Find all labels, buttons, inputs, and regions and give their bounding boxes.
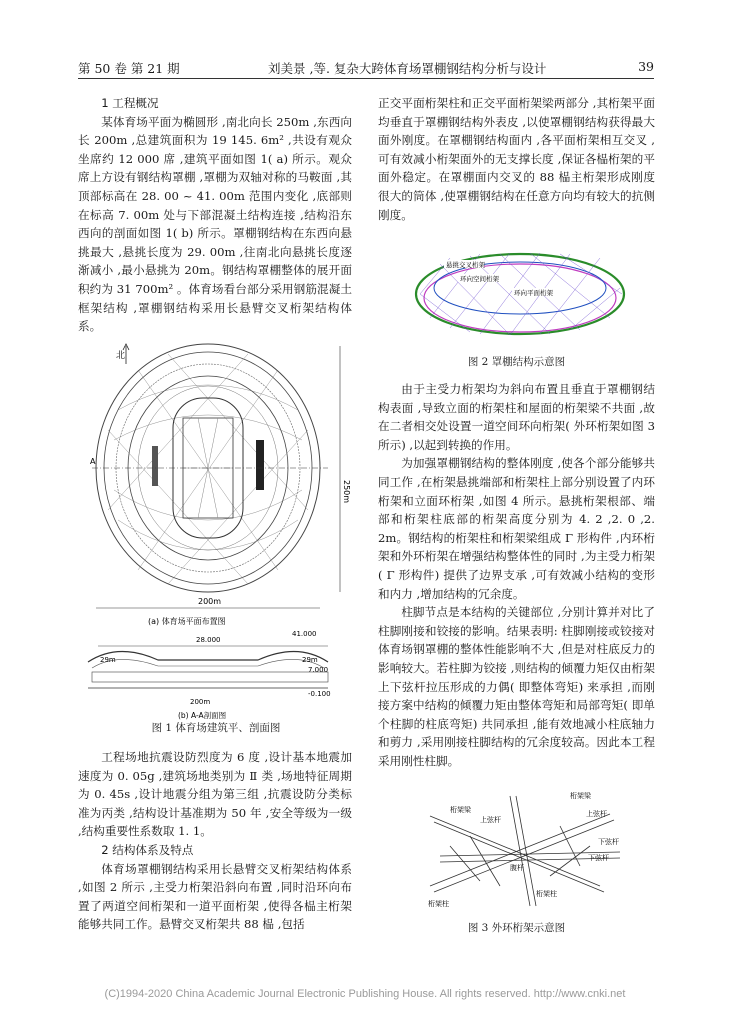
- section-2-title: 2 结构体系及特点: [101, 842, 194, 857]
- paragraph: 工程场地抗震设防烈度为 6 度 ,设计基本地震加速度为 0. 05g ,建筑场地类别为 Ⅱ 类 ,场地特征周期为 0. 45s ,设计地震分组为第三组 ,抗震设防分类标准为丙类 ,结构设计基准期为 50 年 ,安全等级为一级 ,结构重要性系数取 1. 1。: [78, 750, 352, 839]
- figure-1-caption: 图 1 体育场建筑平、剖面图: [151, 722, 281, 734]
- lbl-top-chord-2: 上弦杆: [586, 810, 607, 818]
- lbl-41000: 41.000: [292, 630, 317, 638]
- paragraph: 为加强罩棚钢结构的整体刚度 ,使各个部分能够共同工作 ,在桁架悬挑端部和桁架柱上部分别设置了内环桁架和立面环桁架 ,如图 4 所示。悬挑桁架根部、端部和桁架柱底部的桁架高度分别为 4. 2 ,2. 0 ,2. 2m。钢结构的桁架柱和桁架梁组成 Γ 形构件 ,内环桁架和外环桁架在增强结构整体性的同时 ,为主受力桁架( Γ 形构件) 提供了边界支承 ,可有效减小结构的变形和内力 ,增加结构的冗余度。: [378, 456, 655, 601]
- subfig-a-label: (a) 体育场平面布置图: [148, 617, 226, 626]
- north-label: 北: [116, 351, 126, 361]
- lbl-planar-ring-truss: 环向平面桁架: [514, 289, 553, 297]
- paragraph: 柱脚节点是本结构的关键部位 ,分别计算并对比了柱脚刚接和铰接的影响。结果表明: 柱脚刚接或铰接对体育场钢罩棚的整体性能影响不大 ,但是对柱底反力的影响较大。若柱脚为铰接 ,则结构的倾覆力矩仅由桁架上下弦杆拉压形成的力偶( 即整体弯矩) 来承担 ,而刚接方案中结构的倾覆力矩由整体弯矩和局部弯矩( 即单个柱脚的柱底弯矩) 共同承担 ,能有效地减小柱底轴力和剪力 ,采用刚接柱脚结构的冗余度较高。因此本工程采用刚性柱脚。: [378, 605, 655, 768]
- right-column-middle: [378, 380, 655, 770]
- site-plan: [90, 344, 351, 626]
- lbl-truss-beam-1: 桁架梁: [450, 806, 471, 814]
- subfig-b-label: (b) A-A剖面图: [178, 711, 227, 720]
- article-running-title: 刘美景 ,等. 复杂大跨体育场罩棚钢结构分析与设计: [268, 61, 547, 76]
- lbl-spatial-ring-truss: 环向空间桁架: [460, 275, 499, 283]
- lbl-bottom-chord-2: 下弦杆: [588, 854, 609, 862]
- lbl-29m-left: 29m: [100, 656, 116, 664]
- lbl-29m-right: 29m: [302, 656, 318, 664]
- dim-ns: 250m: [342, 480, 351, 504]
- lbl-truss-column-1: 桁架柱: [428, 900, 449, 908]
- left-column-bottom: [78, 748, 352, 934]
- lbl-28000: 28.000: [196, 636, 221, 644]
- lbl-7000: 7.000: [308, 666, 329, 674]
- page-number: 39: [638, 59, 654, 74]
- figure-3-caption: 图 3 外环桁架示意图: [467, 922, 566, 934]
- section-view: [88, 630, 331, 720]
- left-column-top: [78, 94, 352, 336]
- running-header: [78, 55, 658, 79]
- section-mark-a: A: [90, 457, 96, 466]
- lbl-cantilever-truss: 悬挑交叉桁架: [446, 261, 485, 269]
- section-1-title: 1 工程概况: [101, 96, 159, 110]
- header-rule: [78, 78, 654, 79]
- lbl-truss-column-2: 桁架柱: [536, 890, 557, 898]
- paragraph: 正交平面桁架柱和正交平面桁架梁两部分 ,其桁架平面均垂直于罩棚钢结构外表皮 ,以使罩棚钢结构获得最大面外刚度。在罩棚钢结构面内 ,各平面桁架相互交叉 ,可有效减小桁架面外的无支撑长度 ,保证各榀桁架的平面外稳定。在罩棚面内交叉的 88 榀主桁架形成刚度很大的筒体 ,使罩棚钢结构在任意方向均有较大的抗侧刚度。: [378, 96, 655, 222]
- copyright-footer: (C)1994-2020 China Academic Journal Electronic Publishing House. All rights reserved. http://www.cnki.net: [104, 988, 626, 1000]
- lbl-web-member: 腹杆: [510, 864, 524, 872]
- dim-ew-section: 200m: [190, 698, 211, 706]
- paragraph: 某体育场平面为椭圆形 ,南北向长 250m ,东西向长 200m ,总建筑面积为 19 145. 6m² ,共设有观众坐席约 12 000 席 ,建筑平面如图 1( a) 所示。观众席上方设有钢结构罩棚 ,罩棚为双轴对称的马鞍面 ,其顶部标高在 28. 00 ~ 41. 00m 范围内变化 ,底部则在标高 7. 00m 处与下部混凝土结构连接 ,结构沿东西向的剖面如图 1( b) 所示。罩棚钢结构在东西向悬挑最大 ,悬挑长度为 29. 00m ,往南北向悬挑长度逐渐减小 ,最小悬挑为 20m。钢结构罩棚整体的展开面积约为 31 700m² 。体育场看台部分采用钢筋混凝土框架结构 ,罩棚钢结构采用长悬臂交叉桁架结构体系。: [78, 114, 352, 334]
- journal-issue: 第 50 卷 第 21 期: [78, 61, 180, 76]
- lbl-minus0100: -0.100: [308, 690, 331, 698]
- lbl-truss-beam-2: 桁架梁: [570, 792, 591, 800]
- paragraph: 由于主受力桁架均为斜向布置且垂直于罩棚钢结构表面 ,导致立面的桁架柱和屋面的桁架梁不共面 ,故在二者相交处设置一道空间环向桁架( 外环桁架如图 3 所示) ,以起到转换的作用。: [378, 382, 655, 452]
- right-column-top: [378, 94, 655, 224]
- figure-2-caption: 图 2 罩棚结构示意图: [467, 356, 566, 368]
- paragraph: 体育场罩棚钢结构采用长悬臂交叉桁架结构体系 ,如图 2 所示 ,主受力桁架沿斜向布置 ,同时沿环向布置了两道空间桁架和一道平面桁架 ,使得各榀主桁架能够共同工作。悬臂交叉桁架共 88 榀 ,包括: [78, 861, 352, 932]
- dim-ew: 200m: [198, 597, 222, 606]
- figure-3: [410, 786, 630, 916]
- lbl-top-chord-1: 上弦杆: [480, 816, 501, 824]
- figure-2: [410, 238, 630, 350]
- lbl-bottom-chord-1: 下弦杆: [598, 838, 619, 846]
- figure-1: [78, 340, 354, 740]
